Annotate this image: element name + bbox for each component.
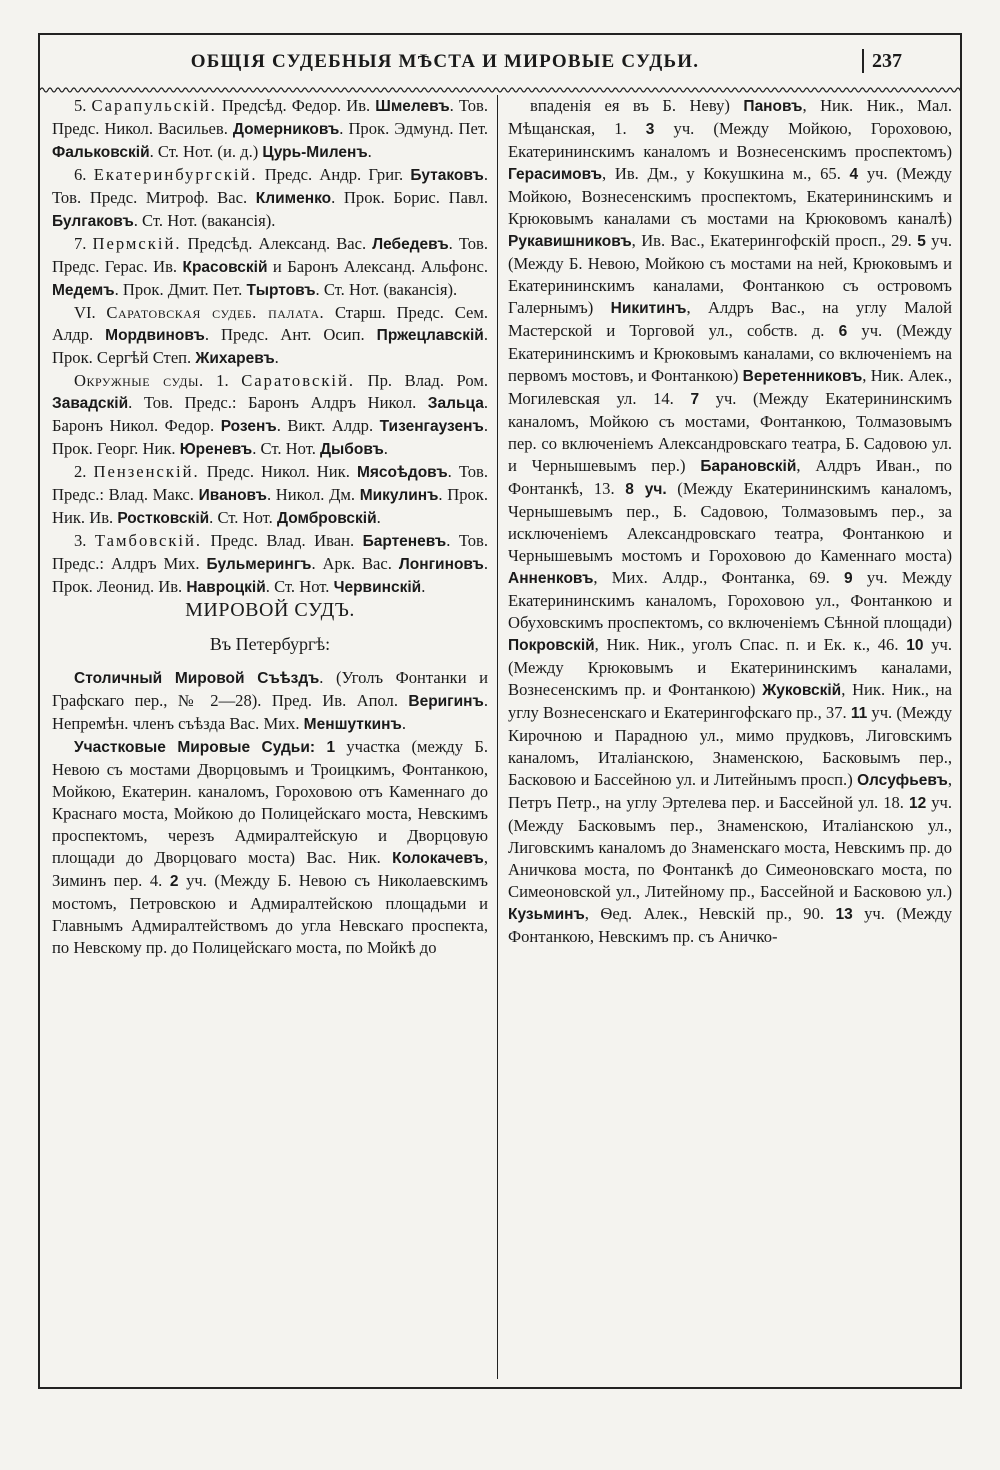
entry-uchastkovye bbox=[52, 736, 488, 959]
body-text: 6. bbox=[74, 165, 94, 184]
name-text: Розенъ bbox=[220, 418, 277, 435]
body-text: , Ив. Дм., у Кокушкина м., 65. bbox=[602, 164, 850, 183]
body-text: Пр. Влад. Ром. bbox=[355, 371, 488, 390]
body-text: Пензенскій. bbox=[93, 462, 200, 481]
page-frame bbox=[38, 33, 962, 1389]
body-text: . Никол. Дм. bbox=[266, 485, 360, 504]
entry-saratov-palata bbox=[52, 302, 488, 370]
body-text: . Прок. Борис. Павл. bbox=[331, 188, 488, 207]
name-text: Шмелевъ bbox=[375, 98, 450, 115]
name-text: Фальковскій bbox=[52, 144, 150, 161]
entry-sarapul bbox=[52, 95, 488, 164]
body-text: уч. (Между Мойкою, Вознесенскимъ проспектомъ, Екатерининскимъ и Крюковымъ каналами съ мостами на Крюковомъ каналѣ) bbox=[508, 164, 952, 228]
body-text: , Ник. Ник., уголъ Спас. п. и Ек. к., 46. bbox=[594, 635, 907, 654]
entry-mirovoy-heading bbox=[52, 599, 488, 621]
name-text: 5 bbox=[917, 233, 926, 250]
body-text: , Ник. Ник., Мал. Мѣщанская, 1. bbox=[508, 96, 952, 138]
name-text: 8 уч. bbox=[625, 481, 667, 498]
body-text: Въ Петербургѣ: bbox=[209, 634, 331, 654]
name-text: Завадскій bbox=[52, 395, 129, 412]
entry-saratov-okr bbox=[52, 370, 488, 461]
name-text: Меншуткинъ bbox=[303, 716, 402, 733]
name-text: Клименко bbox=[255, 190, 332, 207]
entry-tambov bbox=[52, 530, 488, 599]
column-divider bbox=[497, 95, 498, 1379]
running-header bbox=[40, 43, 960, 83]
body-text: . Ст. Нот. (и. д.) bbox=[149, 142, 263, 161]
name-text: Пржецлавскій bbox=[376, 327, 484, 344]
body-text: . Тов. Предс.: Алдръ Мих. bbox=[52, 531, 488, 573]
body-text: 5. bbox=[74, 96, 92, 115]
name-text: Участковые Мировые Судьи: 1 bbox=[74, 739, 336, 756]
name-text: Красовскій bbox=[182, 259, 268, 276]
body-text: . Ст. Нот. bbox=[252, 439, 320, 458]
body-text: уч. Между Екатерининскимъ каналомъ, Гороховою ул., Фонтанкою и Обуховскимъ проспектомъ, со включеніемъ Сѣнной площади) bbox=[508, 568, 952, 632]
name-text: Рукавишниковъ bbox=[508, 233, 632, 250]
body-text: , Петръ Петр., на углу Эртелева пер. и Бассейной ул. 18. bbox=[508, 770, 952, 812]
name-text: 13 bbox=[835, 906, 853, 923]
name-text: Веретенниковъ bbox=[742, 368, 863, 385]
body-text: участка (между Б. Невою съ мостами Дворцовымъ и Троицкимъ, Фонтанкою, Мойкою, Екатерин. каналомъ, Гороховою отъ Каменнаго до Краснаго моста, Мойкою до Полицейскаго моста, Невскимъ проспектомъ, черезъ Адмиралтейскую и Дворцовую площади до Дворцоваго моста) Вас. Ник. bbox=[52, 737, 488, 867]
name-text: 7 bbox=[690, 391, 700, 408]
body-text: , Ѳед. Алек., Невскій пр., 90. bbox=[584, 904, 836, 923]
body-text: , Ник. Алек., Могилевская ул. 14. bbox=[508, 366, 952, 408]
body-text: уч. (Между Б. Невою съ Николаевскимъ мостомъ, Петровскою и Адмиралтейскою площадьми и Главнымъ Адмиралтействомъ до угла Невскаго проспекта, по Невскому пр. до Полицейскаго моста, по Мойкѣ до bbox=[52, 871, 488, 957]
body-text: . bbox=[376, 508, 381, 527]
body-text: . Прок. Дмит. Пет. bbox=[114, 280, 247, 299]
name-text: Цурь-Миленъ bbox=[262, 144, 368, 161]
body-text: . bbox=[274, 348, 279, 367]
right-column bbox=[508, 95, 952, 1379]
name-text: 2 bbox=[169, 873, 179, 890]
name-text: Медемъ bbox=[52, 282, 115, 299]
body-text: Сарапульскій. bbox=[91, 96, 217, 115]
body-text: . Прок. Сергѣй Степ. bbox=[52, 325, 488, 367]
body-text: 1. bbox=[203, 371, 242, 390]
body-text: уч. (Между Басковымъ пер., Знаменскою, Италіанскою ул., Лиговскимъ каналомъ до Знаменскаго моста, Невскимъ пр. до Аничкова моста, по Фонтанкѣ до Симеоновскаго моста, по Симеоновской ул., Литейному пр., Бассейной и Басковою ул.) bbox=[508, 793, 952, 901]
name-text: Веригинъ bbox=[408, 693, 484, 710]
body-text: , Зиминъ пер. 4. bbox=[52, 848, 488, 890]
name-text: 9 bbox=[844, 570, 853, 587]
body-text: . Викт. Алдр. bbox=[276, 416, 380, 435]
name-text: 10 bbox=[906, 637, 924, 654]
body-text: Екатеринбургскій. bbox=[93, 165, 258, 184]
body-text: . bbox=[367, 142, 372, 161]
body-text: и Баронъ Александ. Альфонс. bbox=[267, 257, 488, 276]
entry-stolichny bbox=[52, 667, 488, 736]
body-text: . Тов. Предс. Митроф. Вас. bbox=[52, 165, 488, 207]
body-text: . Ст. Нот. bbox=[265, 577, 334, 596]
page-title: ОБЩІЯ СУДЕБНЫЯ МѢСТА И МИРОВЫЕ СУДЬИ. bbox=[190, 51, 700, 72]
name-text: Анненковъ bbox=[508, 570, 594, 587]
name-text: Микулинъ bbox=[359, 487, 439, 504]
body-text: Предсѣд. Федор. Ив. bbox=[216, 96, 376, 115]
body-text: , Ник. Ник., на углу Вознесенскаго и Екатерингофскаго пр., 37. bbox=[508, 680, 952, 722]
body-text: Предс. Влад. Иван. bbox=[202, 531, 363, 550]
body-text: , Алдръ Вас., на углу Малой Мастерской и Торговой ул., собств. д. bbox=[508, 298, 952, 340]
body-text: уч. (Между Екатерининскимъ каналомъ, Мойкою съ мостами, Фонтанкою, Толмазовымъ пер. со включеніемъ Александровскаго театра, Б. Садовою ул. и Чернышевымъ пер.) bbox=[508, 389, 952, 475]
body-text: . Прок. Ник. Ив. bbox=[52, 485, 488, 527]
name-text: Бутаковъ bbox=[410, 167, 484, 184]
name-text: Тыртовъ bbox=[246, 282, 316, 299]
body-text: 2. bbox=[74, 462, 94, 481]
name-text: Червинскій bbox=[333, 579, 422, 596]
name-text: Пановъ bbox=[743, 98, 803, 115]
body-text: . Ст. Нот. (вакансія). bbox=[315, 280, 458, 299]
body-text: . Предс. Ант. Осип. bbox=[204, 325, 377, 344]
name-text: 3 bbox=[645, 121, 655, 138]
body-text: . Тов. Предс.: Влад. Макс. bbox=[52, 462, 488, 504]
name-text: Лебедевъ bbox=[372, 236, 449, 253]
body-text: Пермскій. bbox=[92, 234, 182, 253]
body-text: . Прок. Эдмунд. Пет. bbox=[339, 119, 488, 138]
body-text: . Ст. Нот. bbox=[209, 508, 277, 527]
name-text: Олсуфьевъ bbox=[857, 772, 948, 789]
name-text: Тизенгаузенъ bbox=[379, 418, 484, 435]
body-text: Предс. Андр. Григ. bbox=[257, 165, 411, 184]
body-text: Старш. Предс. Сем. Алдр. bbox=[52, 303, 488, 344]
body-text: . Тов. Предс. Никол. Васильев. bbox=[52, 96, 488, 138]
name-text: Зальца bbox=[427, 395, 484, 412]
body-text: . bbox=[401, 714, 406, 733]
name-text: Домерниковъ bbox=[232, 121, 340, 138]
body-text: уч. (Между Мойкою, Гороховою, Екатерининскимъ каналомъ и Вознесенскимъ проспектомъ) bbox=[508, 119, 952, 161]
entry-ekaterinburg bbox=[52, 164, 488, 233]
body-text: . Тов. Предс.: Баронъ Алдръ Никол. bbox=[128, 393, 428, 412]
name-text: Булгаковъ bbox=[52, 213, 134, 230]
body-text: Саратовскій. bbox=[241, 371, 356, 390]
name-text: Герасимовъ bbox=[508, 166, 603, 183]
body-text: , Алдръ Иван., по Фонтанкѣ, 13. bbox=[508, 456, 952, 498]
name-text: Домбровскій bbox=[276, 510, 377, 527]
body-text: Предсѣд. Александ. Вас. bbox=[181, 234, 373, 253]
name-text: Бульмерингъ bbox=[206, 556, 312, 573]
body-text: уч. (Между Екатерининскимъ и Крюковымъ каналами, со включеніемъ на первомъ мостовъ, и Фонтанкою) bbox=[508, 321, 952, 385]
body-text: VI. bbox=[74, 303, 107, 322]
body-text: Тамбовскій. bbox=[94, 531, 203, 550]
entry-v-peterburge bbox=[52, 633, 488, 655]
name-text: 12 bbox=[908, 795, 927, 812]
body-text: . Непремѣн. членъ съѣзда Вас. Мих. bbox=[52, 691, 488, 733]
body-text: 3. bbox=[74, 531, 95, 550]
body-text: . Арк. Вас. bbox=[311, 554, 399, 573]
body-text: , Мих. Алдр., Фонтанка, 69. bbox=[593, 568, 845, 587]
name-text: Дыбовъ bbox=[320, 441, 384, 458]
left-column bbox=[52, 95, 488, 1379]
body-text: (Между Екатерининскимъ каналомъ, Чернышевымъ пер., Б. Садовою, Толмазовымъ пер., за исключеніемъ Александровскаго театра, Фонтанкою и Чернышевымъ мостомъ и Гороховою до Каменнаго моста) bbox=[508, 479, 952, 565]
name-text: Колокачевъ bbox=[392, 850, 484, 867]
name-text: Жихаревъ bbox=[195, 350, 275, 367]
body-text: . bbox=[383, 439, 388, 458]
body-text: . Прок. Георг. Ник. bbox=[52, 416, 488, 458]
name-text: Столичный Мировой Съѣздъ bbox=[74, 670, 320, 687]
body-text: . bbox=[421, 577, 426, 596]
body-text: МИРОВОЙ СУДЪ. bbox=[185, 599, 355, 621]
entry-right-text bbox=[508, 95, 952, 948]
name-text: Юреневъ bbox=[179, 441, 253, 458]
name-text: Ростковскій bbox=[117, 510, 210, 527]
body-text: Окружные суды. bbox=[74, 371, 204, 390]
name-text: 4 bbox=[849, 166, 859, 183]
name-text: Мясоѣдовъ bbox=[356, 464, 448, 481]
body-text: впаденія ея въ Б. Неву) bbox=[530, 96, 744, 115]
name-text: Навроцкій bbox=[186, 579, 266, 596]
body-text: уч. (Между Кирочною и Парадною ул., мимо прудковъ, Лиговскимъ каналомъ, Италіанскою, Знаменскою, Басковымъ пер., Басковою и Бассейною ул. и Литейнымъ просп.) bbox=[508, 703, 952, 789]
body-text: . Баронъ Никол. Федор. bbox=[52, 393, 488, 435]
body-text: , Ив. Вас., Екатерингофскій просп., 29. bbox=[631, 231, 918, 250]
entry-perm bbox=[52, 233, 488, 302]
body-text: Саратовская судеб. палата. bbox=[106, 303, 325, 322]
name-text: Ивановъ bbox=[198, 487, 267, 504]
name-text: Жуковскій bbox=[762, 682, 842, 699]
header-rule bbox=[40, 85, 960, 95]
name-text: Мордвиновъ bbox=[105, 327, 205, 344]
body-text: . Ст. Нот. (вакансія). bbox=[133, 211, 276, 230]
entry-penza bbox=[52, 461, 488, 530]
name-text: Бартеневъ bbox=[362, 533, 447, 550]
name-text: 11 bbox=[850, 705, 868, 722]
name-text: Никитинъ bbox=[610, 300, 687, 317]
page-number: 237 bbox=[862, 49, 950, 73]
body-text: уч. (Между Фонтанкою, Невскимъ пр. съ Аничко- bbox=[508, 904, 952, 946]
body-text: . (Уголъ Фонтанки и Графскаго пер., № 2—28). Пред. Ив. Апол. bbox=[52, 668, 488, 710]
name-text: Покровскій bbox=[508, 637, 595, 654]
body-text: Предс. Никол. Ник. bbox=[199, 462, 357, 481]
body-text: . Прок. Леонид. Ив. bbox=[52, 554, 488, 596]
name-text: Лонгиновъ bbox=[398, 556, 484, 573]
body-text: уч. (Между Б. Невою, Мойкою съ мостами на ней, Крюковымъ и Екатерининскимъ каналами, Фонтанкою съ островомъ Галернымъ) bbox=[508, 231, 952, 317]
body-text: . Тов. Предс. Герас. Ив. bbox=[52, 234, 488, 276]
name-text: Кузьминъ bbox=[508, 906, 585, 923]
name-text: 6 bbox=[838, 323, 848, 340]
body-text: уч. (Между Крюковымъ и Екатерининскимъ каналами, Вознесенскимъ пр. и Фонтанкою) bbox=[508, 635, 952, 699]
name-text: Барановскій bbox=[700, 458, 797, 475]
body-text: 7. bbox=[74, 234, 93, 253]
